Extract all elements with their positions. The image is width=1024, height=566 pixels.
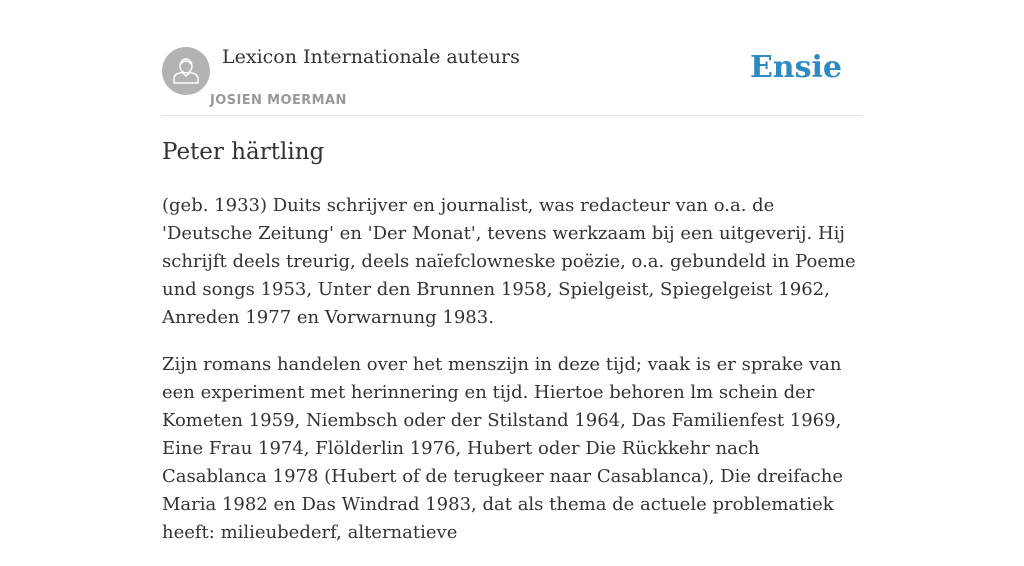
source-header	[162, 0, 862, 116]
user-silhouette-icon	[162, 47, 210, 95]
article-body	[162, 192, 862, 566]
article-paragraph: Zijn romans handelen over het menszijn in deze tijd; vaak is er sprake van een experiment met herinnering en tijd. Hiertoe behoren lm schein der Kometen 1959, Niembsch oder der Stilstand 1964, Das Familienfest 1969, Eine Frau 1974, Flölderlin 1976, Hubert oder Die Rückkehr nach Casablanca 1978 (Hubert of de terugkeer naar Casablanca), Die dreifache Maria 1982 en Das Windrad 1983, dat als thema de actuele problematiek heeft: milieubederf, alternatieve	[162, 354, 844, 543]
article-paragraph: (geb. 1933) Duits schrijver en journalist, was redacteur van o.a. de 'Deutsche Zeitung' en 'Der Monat', tevens werkzaam bij een uitgeverij. Hij schrijft deels treurig, deels naïefclowneske poëzie, o.a. gebundeld in Poeme und songs 1953, Unter den Brunnen 1958, Spielgeist, Spiegelgeist 1962, Anreden 1977 en Vorwarnung 1983.	[162, 195, 856, 328]
page-title: Peter härtling	[162, 139, 325, 165]
avatar[interactable]	[162, 47, 210, 95]
page-container	[162, 0, 862, 543]
author-name[interactable]: JOSIEN MOERMAN	[210, 93, 347, 108]
brand-logo[interactable]: Ensie	[749, 50, 842, 85]
source-title[interactable]: Lexicon Internationale auteurs	[222, 46, 520, 68]
